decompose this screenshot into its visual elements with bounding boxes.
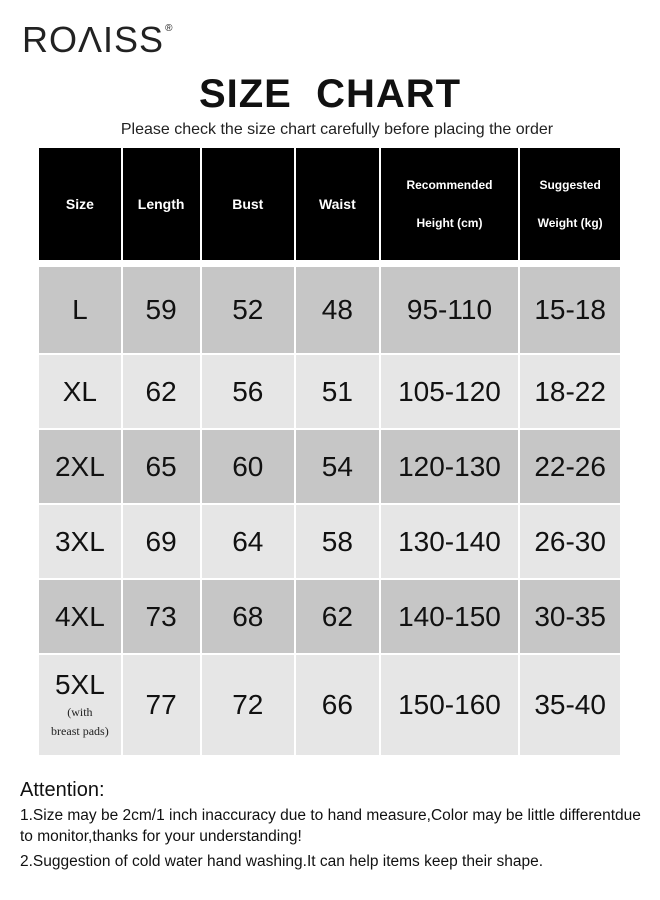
cell-length: 62: [123, 355, 200, 428]
cell-waist: 62: [296, 580, 379, 653]
attention-note-1: 1.Size may be 2cm/1 inch inaccuracy due to hand measure,Color may be little differentdue to monitor,thanks for your understanding!: [20, 807, 641, 845]
cell-length: 59: [123, 267, 200, 353]
cell-bust: 72: [202, 655, 295, 755]
cell-weight: 26-30: [520, 505, 620, 578]
page-title: SIZE CHART: [198, 72, 462, 116]
cell-height: 95-110: [381, 267, 519, 353]
cell-size-note: [39, 703, 121, 741]
header-weight-line2: Weight (kg): [537, 216, 603, 230]
cell-size: XL: [39, 355, 121, 428]
header-size: Size: [39, 148, 121, 260]
cell-size: 2XL: [39, 430, 121, 503]
cell-bust: 60: [202, 430, 295, 503]
header-height-line2: Height (cm): [416, 216, 483, 230]
cell-height: 140-150: [381, 580, 519, 653]
brand-logo: [22, 19, 174, 60]
header-weight: [520, 148, 620, 260]
cell-waist: 51: [296, 355, 379, 428]
cell-size: 4XL: [39, 580, 121, 653]
cell-size: L: [39, 267, 121, 353]
table-row: [39, 580, 620, 653]
cell-size: 3XL: [39, 505, 121, 578]
cell-bust: 52: [202, 267, 295, 353]
cell-bust: 64: [202, 505, 295, 578]
table-row: [39, 505, 620, 578]
attention-note-2: 2.Suggestion of cold water hand washing.It can help items keep their shape.: [20, 853, 544, 870]
brand-name: ROΛISS: [22, 19, 165, 60]
table-row: [39, 655, 620, 755]
table-row: [39, 355, 620, 428]
cell-height: 120-130: [381, 430, 519, 503]
cell-waist: 66: [296, 655, 379, 755]
cell-height: 130-140: [381, 505, 519, 578]
attention-heading: Attention:: [20, 779, 105, 801]
cell-height: 105-120: [381, 355, 519, 428]
header-length: Length: [123, 148, 200, 260]
table-header-row: [39, 148, 620, 260]
cell-length: 77: [123, 655, 200, 755]
cell-weight: 35-40: [520, 655, 620, 755]
cell-waist: 48: [296, 267, 379, 353]
page-subtitle: Please check the size chart carefully before placing the order: [120, 121, 554, 138]
cell-weight: 18-22: [520, 355, 620, 428]
size-note-line1: (with: [67, 704, 93, 719]
cell-weight: 30-35: [520, 580, 620, 653]
header-bust: Bust: [202, 148, 295, 260]
header-waist: Waist: [296, 148, 379, 260]
cell-waist: 54: [296, 430, 379, 503]
cell-length: 69: [123, 505, 200, 578]
header-height-line1: Recommended: [406, 178, 493, 192]
size-note-line2: breast pads): [51, 724, 109, 738]
cell-bust: 68: [202, 580, 295, 653]
header-weight-line1: Suggested: [539, 178, 601, 192]
cell-size-label: 5XL: [54, 668, 105, 700]
cell-height: 150-160: [381, 655, 519, 755]
cell-weight: 15-18: [520, 267, 620, 353]
cell-size: [39, 655, 121, 755]
table-row: [39, 267, 620, 353]
size-chart-table: [37, 146, 622, 757]
header-height: [381, 148, 519, 260]
cell-length: 73: [123, 580, 200, 653]
cell-weight: 22-26: [520, 430, 620, 503]
table-row: [39, 430, 620, 503]
cell-length: 65: [123, 430, 200, 503]
registered-mark: ®: [165, 23, 174, 34]
cell-bust: 56: [202, 355, 295, 428]
cell-waist: 58: [296, 505, 379, 578]
